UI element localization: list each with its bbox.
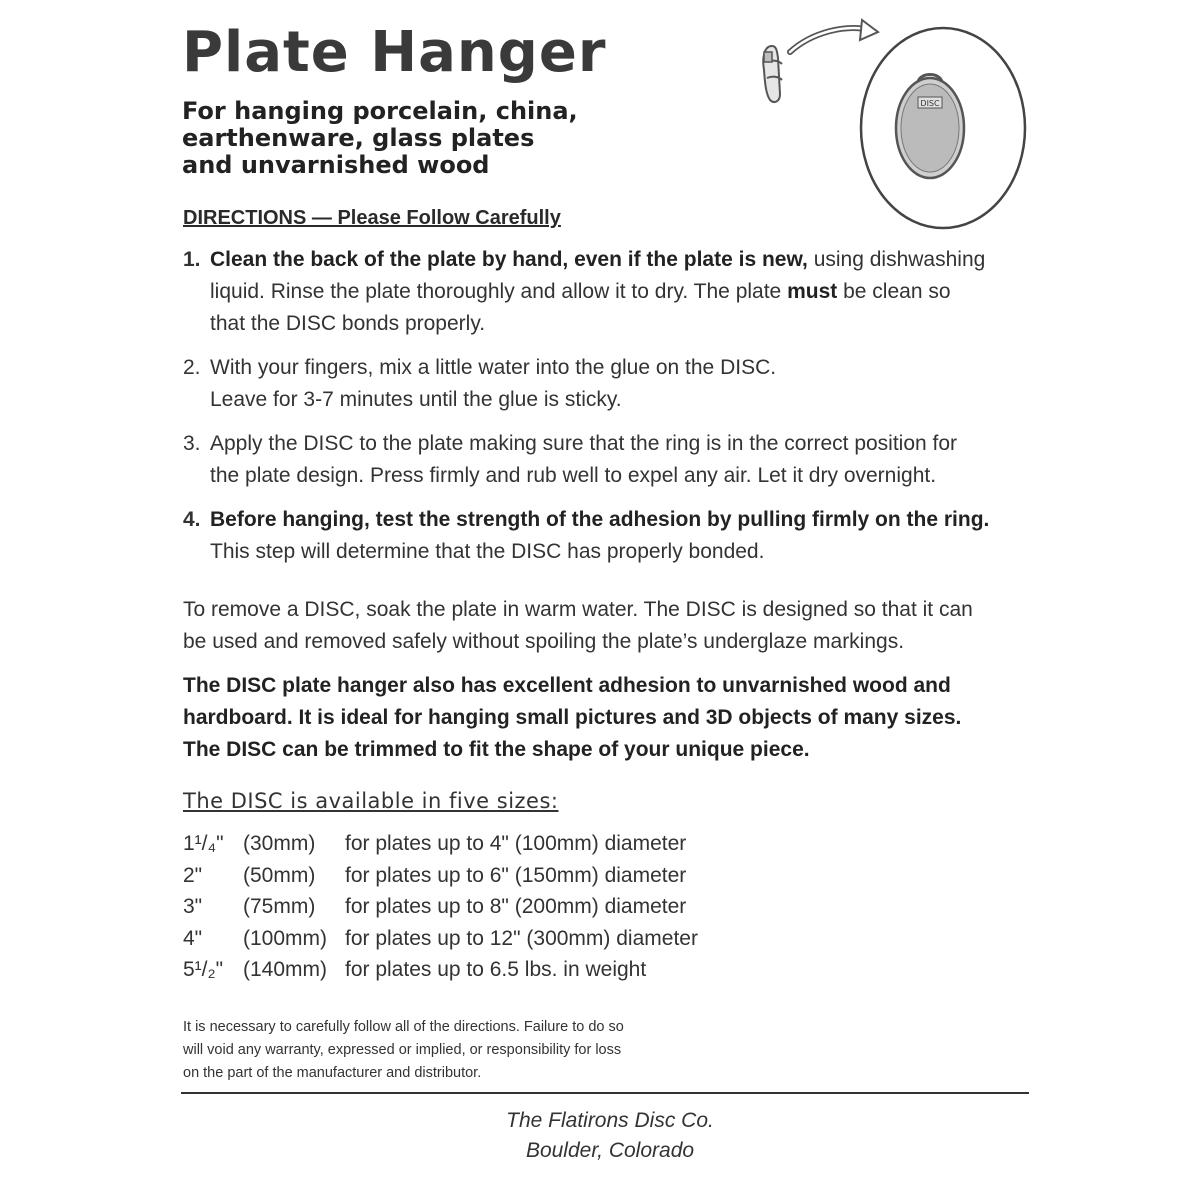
hanger-ring-icon <box>763 46 782 102</box>
paragraph-line: be used and removed safely without spoiling the plate’s underglaze markings. <box>183 630 905 653</box>
size-metric: (75mm) <box>243 895 316 918</box>
company-name: The Flatirons Disc Co. <box>506 1109 714 1132</box>
paragraph-line: The DISC can be trimmed to fit the shape of your unique piece. <box>183 738 810 761</box>
direction-step-4 <box>183 504 1043 568</box>
size-use: for plates up to 4" (100mm) diameter <box>345 832 687 855</box>
direction-step-3 <box>183 428 1043 492</box>
subtitle-line: For hanging porcelain, china, <box>182 97 578 125</box>
size-metric: (140mm) <box>243 958 328 981</box>
step-line: With your fingers, mix a little water into the glue on the DISC. <box>210 356 777 379</box>
wood-note-paragraph <box>183 670 1043 766</box>
paragraph-line: hardboard. It is ideal for hanging small pictures and 3D objects of many sizes. <box>183 706 962 729</box>
step-bold-text: Clean the back of the plate by hand, even if the plate is new, <box>210 248 808 271</box>
size-inches: 2" <box>183 863 203 887</box>
step-number: 3. <box>183 432 201 455</box>
company-location: Boulder, Colorado <box>525 1139 695 1162</box>
size-use: for plates up to 6.5 lbs. in weight <box>345 958 647 981</box>
paragraph-line: To remove a DISC, soak the plate in warm water. The DISC is designed so that it can <box>183 598 973 621</box>
step-line <box>183 504 1043 536</box>
direction-step-1 <box>183 244 1043 340</box>
step-text: using dishwashing <box>807 248 986 271</box>
step-number: 4. <box>183 508 201 531</box>
size-metric: (50mm) <box>243 863 316 887</box>
step-bold-text: Before hanging, test the strength of the adhesion by pulling firmly on the ring. <box>210 508 990 531</box>
curved-arrow-icon <box>790 20 878 52</box>
size-use: for plates up to 6" (150mm) diameter <box>345 863 687 887</box>
size-use: for plates up to 12" (300mm) diameter <box>345 926 698 950</box>
divider <box>181 1092 1029 1094</box>
size-metric: (100mm) <box>243 926 328 950</box>
direction-step-2 <box>183 352 1043 416</box>
step-line: the plate design. Press firmly and rub well to expel any air. Let it dry overnight. <box>210 464 937 487</box>
size-metric: (30mm) <box>243 832 316 855</box>
paragraph-line: The DISC plate hanger also has excellent adhesion to unvarnished wood and <box>183 674 951 697</box>
disclaimer-line: on the part of the manufacturer and distributor. <box>183 1065 482 1081</box>
step-line: Apply the DISC to the plate making sure that the ring is in the correct position for <box>210 432 958 455</box>
step-text: be clean so <box>837 280 951 303</box>
page-title: Plate Hanger <box>182 20 607 85</box>
subtitle <box>182 98 702 179</box>
step-bold-text: must <box>787 280 838 303</box>
plate-illustration <box>750 18 1040 233</box>
step-number: 1. <box>183 248 201 271</box>
step-line <box>183 276 1043 308</box>
disclaimer <box>183 1016 624 1085</box>
size-use: for plates up to 8" (200mm) diameter <box>345 895 687 918</box>
step-line: Leave for 3-7 minutes until the glue is sticky. <box>210 388 622 411</box>
disclaimer-line: will void any warranty, expressed or implied, or responsibility for loss <box>183 1042 622 1058</box>
disc-label: DISC <box>920 99 940 108</box>
directions-heading: DIRECTIONS — Please Follow Carefully <box>183 207 561 229</box>
subtitle-line: and unvarnished wood <box>182 151 490 179</box>
step-line: This step will determine that the DISC has properly bonded. <box>210 540 765 563</box>
size-inches: 5¹/₂" <box>183 958 224 981</box>
size-inches: 4" <box>183 926 203 950</box>
footer <box>400 1106 820 1166</box>
size-inches: 3" <box>183 895 203 918</box>
step-text: liquid. Rinse the plate thoroughly and allow it to dry. The plate <box>210 280 788 303</box>
disclaimer-line: It is necessary to carefully follow all of the directions. Failure to do so <box>183 1019 624 1035</box>
subtitle-line: earthenware, glass plates <box>182 124 535 152</box>
removal-paragraph <box>183 594 1043 658</box>
step-line <box>183 244 1043 276</box>
sizes-heading: The DISC is available in five sizes: <box>183 789 559 813</box>
plate-hanger-drawing <box>750 18 1040 233</box>
step-line: that the DISC bonds properly. <box>210 312 486 335</box>
size-inches: 1¹/₄" <box>183 832 224 855</box>
step-number: 2. <box>183 356 201 379</box>
